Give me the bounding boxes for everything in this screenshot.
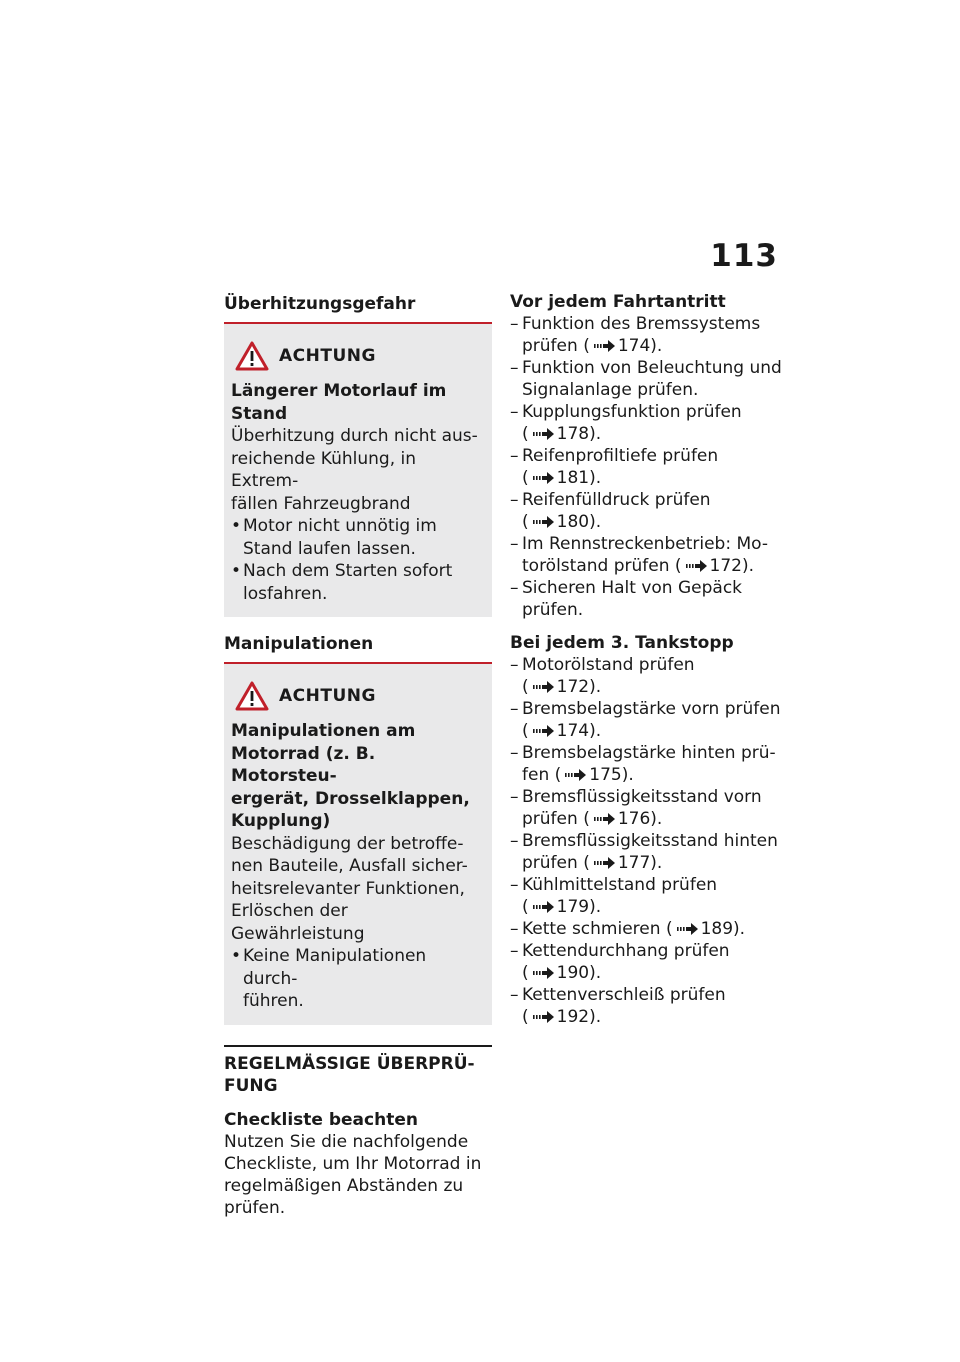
dash-marker: –	[510, 314, 519, 334]
page-reference-arrow-icon	[533, 967, 555, 979]
checklist-item	[510, 874, 782, 918]
dash-marker: –	[510, 402, 519, 422]
warning-cause: Manipulationen am	[231, 721, 416, 741]
checklist-heading: Checkliste beachten	[224, 1109, 418, 1130]
page-reference-arrow-icon	[533, 516, 555, 528]
page-reference[interactable]: ( 177).	[583, 853, 663, 873]
checklist-item-text: Kette schmieren	[522, 919, 661, 939]
checklist-item-text: prüfen.	[522, 600, 584, 620]
page-reference[interactable]: ( 172).	[522, 677, 602, 697]
dash-marker: –	[510, 578, 519, 598]
checklist-item-text: Bremsflüssigkeitsstand vorn	[522, 787, 762, 807]
warning-cause: Motorrad (z. B. Motorsteu-	[231, 743, 376, 786]
checklist-item-text: Kettendurchhang prüfen	[522, 941, 730, 961]
page-reference-number: 192	[556, 1007, 590, 1027]
warning-box-overheating	[224, 324, 492, 617]
checklist-item-text: Kühlmittelstand prüfen	[522, 875, 718, 895]
heading-before-each-ride: Vor jedem Fahrtantritt	[510, 292, 726, 312]
page-reference[interactable]: ( 178).	[522, 424, 602, 444]
page-reference[interactable]: ( 172).	[674, 556, 755, 576]
checklist-item-text: Im Rennstreckenbetrieb: Mo-	[522, 534, 768, 554]
page-reference-arrow-icon	[565, 769, 587, 781]
checklist-item-text: Funktion des Bremssystems	[522, 314, 761, 334]
page-reference-number: 172	[709, 556, 742, 576]
warning-cause: ergerät, Drosselklappen,	[231, 788, 470, 809]
bullet-text: Motor nicht unnötig im	[243, 516, 437, 536]
warning-box-manipulations	[224, 664, 492, 1025]
bullet-text: Keine Manipulationen durch-	[243, 946, 427, 989]
page-reference-number: 180	[556, 512, 590, 532]
page-reference[interactable]: ( 174).	[522, 721, 602, 741]
checklist-text: Nutzen Sie die nachfolgende	[224, 1131, 469, 1152]
warning-consequence-line: heitsrelevanter Funktionen,	[231, 878, 465, 899]
warning-header	[235, 338, 484, 374]
dash-marker: –	[510, 446, 519, 466]
warning-triangle-icon	[235, 341, 269, 371]
warning-cause: Kupplung)	[231, 811, 331, 831]
checklist-item-text: Kupplungsfunktion prüfen	[522, 402, 742, 422]
heading-manipulations: Manipulationen	[224, 634, 374, 654]
checklist-item-text: prüfen	[522, 336, 578, 356]
page-reference[interactable]: ( 181).	[522, 468, 602, 488]
checklist-item	[510, 489, 782, 533]
bullet-marker: •	[231, 516, 242, 536]
dash-marker: –	[510, 743, 519, 763]
warning-consequence-line: nen Bauteile, Ausfall sicher-	[231, 856, 468, 876]
checklist-item	[510, 786, 782, 830]
checklist-item	[510, 984, 782, 1028]
warning-header	[235, 678, 484, 714]
checklist-item-text: prüfen	[522, 853, 578, 873]
page-reference[interactable]: ( 190).	[522, 963, 602, 983]
bullet-marker: •	[231, 561, 242, 581]
warning-consequence-line: Erlöschen der Gewährleistung	[231, 901, 365, 944]
dash-marker: –	[510, 875, 519, 895]
checklist-item-text: Funktion von Beleuchtung und	[522, 358, 782, 378]
dash-marker: –	[510, 831, 519, 851]
dash-marker: –	[510, 919, 519, 939]
warning-consequence-line: fällen Fahrzeugbrand	[231, 493, 411, 514]
checklist-item-text: Sicheren Halt von Gepäck	[522, 578, 743, 598]
checklist-item-text: Signalanlage prüfen.	[522, 380, 699, 400]
warning-title: ACHTUNG	[279, 346, 376, 366]
page-reference-number: 189	[700, 919, 734, 939]
warning-consequence-line: reichende Kühlung, in Extrem-	[231, 448, 417, 491]
checklist-item	[510, 940, 782, 984]
checklist-item	[510, 313, 782, 357]
page-reference-number: 190	[556, 963, 590, 983]
page-reference-number: 174	[556, 721, 590, 741]
page-reference-number: 177	[617, 853, 651, 873]
page-reference[interactable]: ( 192).	[522, 1007, 602, 1027]
dash-marker: –	[510, 787, 519, 807]
page-reference[interactable]: ( 175).	[554, 765, 634, 785]
page-reference[interactable]: ( 174).	[583, 336, 663, 356]
checklist-item	[510, 401, 782, 445]
section-title	[224, 1053, 492, 1097]
page-reference-arrow-icon	[677, 923, 699, 935]
page-reference[interactable]: ( 189).	[665, 919, 746, 939]
page-reference[interactable]: ( 180).	[522, 512, 602, 532]
page-reference-number: 172	[556, 677, 590, 697]
heading-overheating: Überhitzungsgefahr	[224, 294, 416, 314]
section-title-line: REGELMÄSSIGE ÜBERPRÜ-	[224, 1053, 475, 1074]
checklist-item-text: fen	[522, 765, 550, 785]
checklist-item	[510, 830, 782, 874]
dash-marker: –	[510, 655, 519, 675]
checklist-item-text: Bremsbelagstärke vorn prüfen	[522, 699, 781, 719]
page-reference-arrow-icon	[533, 681, 555, 693]
dash-marker: –	[510, 490, 519, 510]
page-reference-number: 174	[617, 336, 651, 356]
checklist-item	[510, 533, 782, 577]
checklist-item-text: Kettenverschleiß prüfen	[522, 985, 726, 1005]
checklist-item-text: Reifenprofiltiefe prüfen	[522, 446, 719, 466]
checklist-item	[510, 698, 782, 742]
page-reference-arrow-icon	[533, 901, 555, 913]
page-reference-arrow-icon	[594, 340, 616, 352]
section-divider	[224, 1045, 492, 1047]
checklist-text: Checkliste, um Ihr Motorrad in	[224, 1153, 482, 1174]
page-reference[interactable]: ( 176).	[583, 809, 663, 829]
checklist-before-ride	[510, 313, 782, 621]
page-reference-arrow-icon	[533, 1011, 555, 1023]
checklist-item	[510, 742, 782, 786]
checklist-item	[510, 577, 782, 621]
page-reference-arrow-icon	[533, 472, 555, 484]
page-reference[interactable]: ( 179).	[522, 897, 602, 917]
warning-cause: Längerer Motorlauf im Stand	[231, 381, 447, 424]
checklist-item-text: Bremsbelagstärke hinten prü-	[522, 743, 776, 763]
page-reference-arrow-icon	[594, 857, 616, 869]
bullet-text: führen.	[243, 991, 304, 1011]
page-reference-arrow-icon	[533, 725, 555, 737]
checklist-item-text: Bremsflüssigkeitsstand hinten	[522, 831, 778, 851]
warning-triangle-icon	[235, 681, 269, 711]
dash-marker: –	[510, 358, 519, 378]
checklist-text: prüfen.	[224, 1197, 286, 1218]
page-reference-number: 179	[556, 897, 590, 917]
section-title-line: FUNG	[224, 1075, 278, 1096]
page-number: 113	[710, 238, 778, 274]
checklist-item	[510, 918, 782, 940]
right-column	[510, 290, 782, 1028]
checklist-item-text: Reifenfülldruck prüfen	[522, 490, 711, 510]
checklist-text: regelmäßigen Abständen zu	[224, 1175, 464, 1196]
checklist-item	[510, 445, 782, 489]
page-reference-arrow-icon	[686, 560, 708, 572]
checklist-item	[510, 654, 782, 698]
left-column	[224, 290, 492, 1219]
bullet-text: losfahren.	[243, 583, 328, 604]
page-reference-arrow-icon	[594, 813, 616, 825]
dash-marker: –	[510, 699, 519, 719]
page-reference-number: 178	[556, 424, 590, 444]
dash-marker: –	[510, 534, 519, 554]
heading-every-third-stop: Bei jedem 3. Tankstopp	[510, 633, 734, 653]
checklist-item-text: torölstand prüfen	[522, 556, 670, 576]
warning-consequence-line: Beschädigung der betroffe-	[231, 833, 464, 854]
warning-title: ACHTUNG	[279, 686, 376, 706]
checklist-item	[510, 357, 782, 401]
checklist-third-stop	[510, 654, 782, 1028]
page-reference-number: 175	[589, 765, 622, 785]
page-reference-number: 181	[556, 468, 590, 488]
warning-consequence-line: Überhitzung durch nicht aus-	[231, 426, 478, 446]
page-reference-number: 176	[617, 809, 651, 829]
bullet-item	[231, 560, 484, 605]
bullet-item	[231, 515, 484, 560]
bullet-item	[231, 945, 484, 1013]
bullet-text: Nach dem Starten sofort	[243, 561, 453, 581]
checklist-item-text: prüfen	[522, 809, 578, 829]
dash-marker: –	[510, 985, 519, 1005]
dash-marker: –	[510, 941, 519, 961]
checklist-item-text: Motorölstand prüfen	[522, 655, 695, 675]
bullet-text: Stand laufen lassen.	[243, 538, 416, 559]
bullet-marker: •	[231, 946, 242, 966]
page-reference-arrow-icon	[533, 428, 555, 440]
